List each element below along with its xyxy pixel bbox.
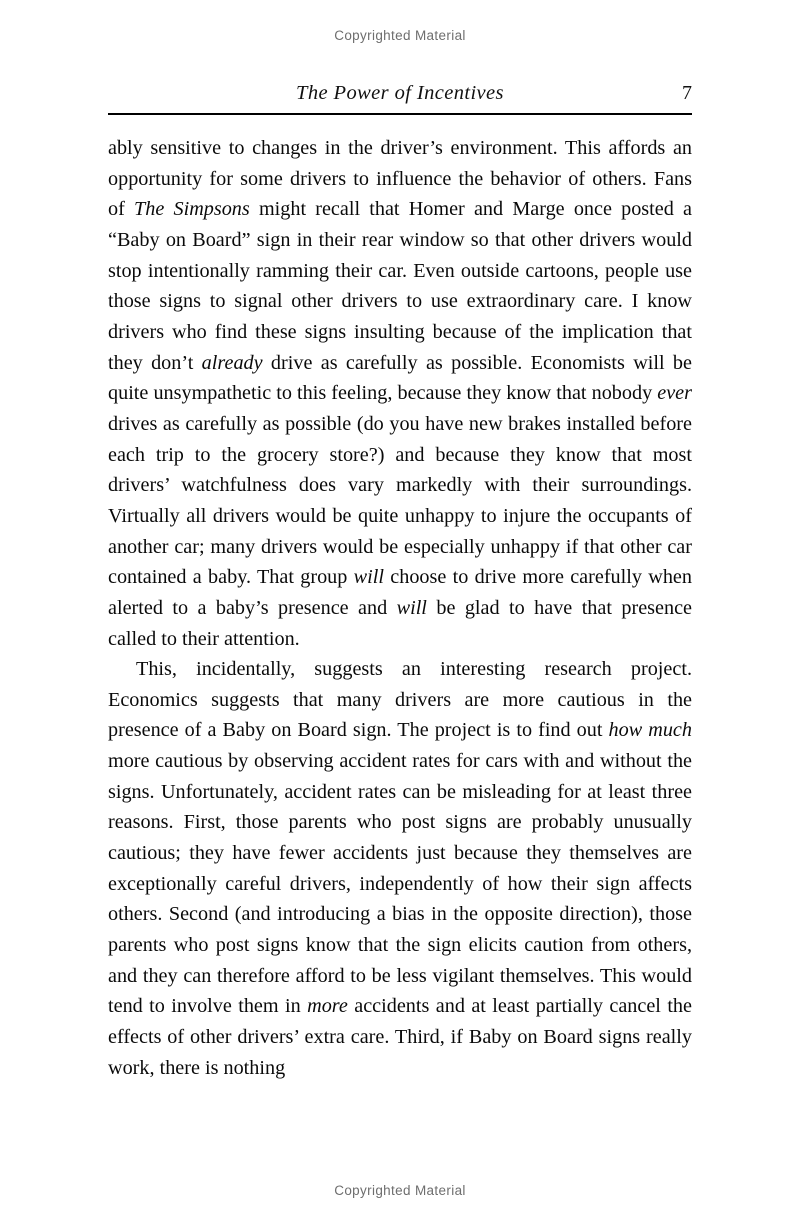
emphasis-text: how much bbox=[608, 719, 692, 742]
body-text-run: This, incidentally, suggests an interesting research project. Economics suggests that many drivers are more cautious in the presence of a Baby on Board sign. The project is to find out bbox=[108, 658, 692, 742]
body-text-run: choose to drive more carefully when alerted to a baby’s presence and bbox=[108, 566, 692, 619]
body-text-run: drive as carefully as possible. Economists will be quite unsympathetic to this feeling, because they know that nobody bbox=[108, 351, 692, 405]
emphasis-text: will bbox=[396, 596, 427, 619]
emphasis-text: more bbox=[307, 995, 348, 1018]
running-head-title: The Power of Incentives bbox=[296, 82, 504, 104]
emphasis-text: ever bbox=[657, 382, 692, 405]
body-text-run: be glad to have that presence called to their attention. bbox=[108, 596, 692, 650]
body-text-run: drives as carefully as possible (do you have new brakes installed before each trip to the grocery store?) and because they know that most drivers’ watchfulness does vary markedly with their surroundings. Virtually all drivers would be quite unhappy to injure the occupants of another car; many drivers would be especially unhappy if that other car contained a baby. That group bbox=[108, 412, 692, 589]
copyright-watermark-bottom: Copyrighted Material bbox=[334, 1183, 466, 1198]
emphasis-text: The Simpsons bbox=[134, 198, 250, 221]
body-paragraph bbox=[108, 133, 692, 654]
header-rule bbox=[108, 113, 692, 115]
page-number: 7 bbox=[682, 82, 692, 104]
body-text bbox=[108, 133, 692, 1083]
running-head bbox=[108, 82, 692, 108]
emphasis-text: will bbox=[353, 566, 384, 589]
body-paragraph bbox=[108, 654, 692, 1083]
body-text-run: accidents and at least partially cancel the effects of other drivers’ extra care. Third, if Baby on Board signs really work, there is nothing bbox=[108, 995, 692, 1079]
copyright-watermark-top: Copyrighted Material bbox=[334, 28, 466, 43]
body-text-run: might recall that Homer and Marge once posted a “Baby on Board” sign in their rear window so that other drivers would stop intentionally ramming their car. Even outside cartoons, people use those signs to signal other drivers to use extraordinary care. I know drivers who find these signs insulting because of the implication that they don’t bbox=[108, 198, 692, 374]
body-text-run: ably sensitive to changes in the driver’s environment. This affords an opportunity for some drivers to influence the behavior of others. Fans of bbox=[108, 137, 692, 221]
emphasis-text: already bbox=[201, 351, 263, 374]
body-text-run: more cautious by observing accident rates for cars with and without the signs. Unfortunately, accident rates can be misleading for at least three reasons. First, those parents who post signs are probably unusually cautious; they have fewer accidents just because they themselves are exceptionally careful drivers, independently of how their sign affects others. Second (and introducing a bias in the opposite direction), those parents who post signs know that the sign elicits caution from others, and they can therefore afford to be less vigilant themselves. This would tend to involve them in bbox=[108, 750, 692, 1018]
